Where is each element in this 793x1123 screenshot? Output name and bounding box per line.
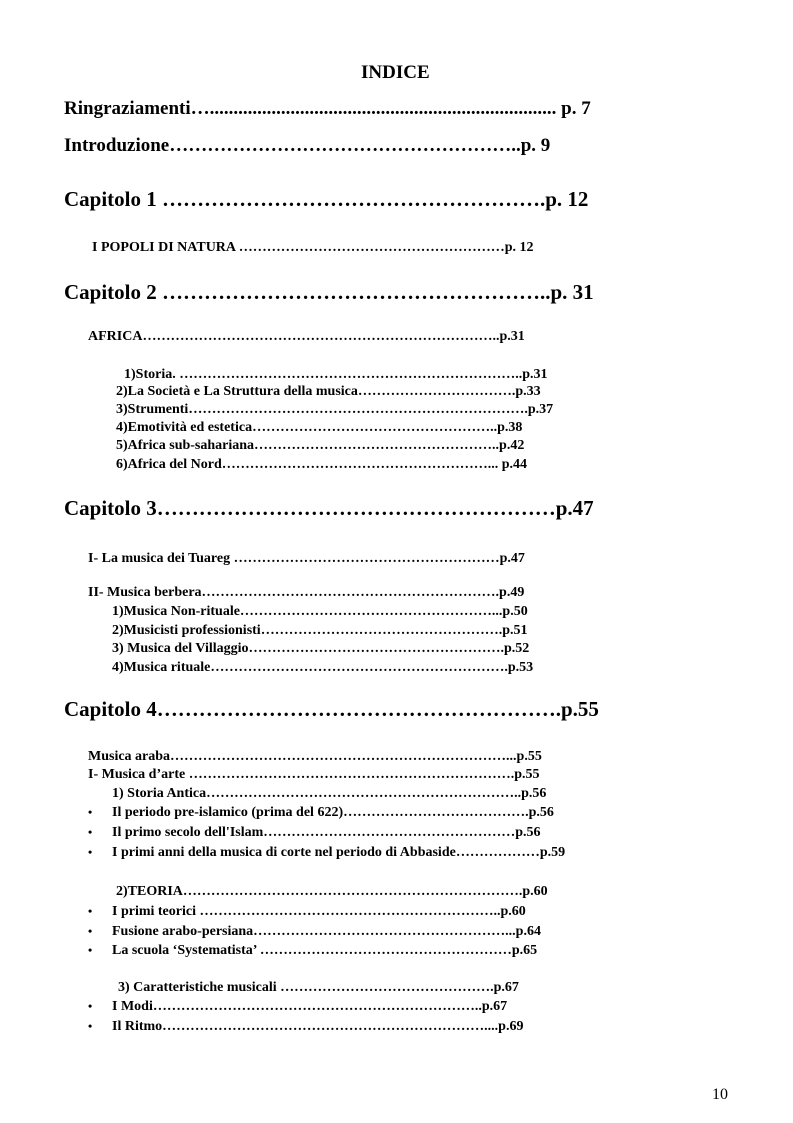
toc-entry: Musica araba………………………………………………………………...p.55	[88, 749, 542, 764]
toc-entry-text: Fusione arabo-persiana………………………………………………...p.64	[112, 924, 541, 939]
toc-entry: 3) Caratteristiche musicali ……………………………………….p.67	[118, 980, 519, 995]
toc-entry-text: I primi anni della musica di corte nel periodo di Abbaside………………p.59	[112, 845, 566, 860]
toc-entry: I- Musica d’arte …………………………………………………………….p.55	[88, 767, 540, 782]
toc-entry: I- La musica dei Tuareg …………………………………………………p.47	[88, 551, 525, 566]
bullet-icon: •	[88, 1019, 93, 1033]
toc-chapter: Capitolo 2 ………………………………………………..p. 31	[64, 280, 594, 304]
toc-entry-text: I Modi……………………………………………………………..p.67	[112, 999, 508, 1014]
bullet-icon: •	[88, 924, 93, 938]
toc-bullet-entry	[88, 943, 537, 959]
toc-entry-text: Il Ritmo……………………………………………………………....p.69	[112, 1019, 524, 1034]
toc-entry: 1)Storia. ………………………………………………………………..p.31	[124, 367, 548, 382]
toc-entry: 3) Musica del Villaggio……………………………………………….p.52	[112, 641, 530, 656]
toc-bullet-entry	[88, 805, 554, 821]
toc-entry: Introduzione………………………………………………..p. 9	[64, 135, 551, 156]
toc-entry-text: Il primo secolo dell'Islam………………………………………………p.56	[112, 825, 541, 840]
toc-entry-text: I primi teorici ………………………………………………………..p.60	[112, 904, 526, 919]
toc-bullet-entry	[88, 1019, 523, 1035]
toc-bullet-entry	[88, 845, 565, 861]
toc-entry: 1)Musica Non-rituale………………………………………………...p.50	[112, 604, 528, 619]
toc-entry: 2)Musicisti professionisti…………………………………………….p.51	[112, 623, 528, 638]
toc-entry: 4)Emotività ed estetica……………………………………………..p.38	[116, 420, 523, 435]
bullet-icon: •	[88, 845, 93, 859]
bullet-icon: •	[88, 999, 93, 1013]
toc-entry: 5)Africa sub-sahariana……………………………………………..p.42	[116, 438, 525, 453]
page-title: INDICE	[361, 62, 430, 83]
toc-entry-text: Il periodo pre-islamico (prima del 622)………………………………….p.56	[112, 805, 554, 820]
toc-bullet-entry	[88, 924, 541, 940]
toc-entry: 6)Africa del Nord…………………………………………………... p.44	[116, 457, 528, 472]
bullet-icon: •	[88, 805, 93, 819]
toc-chapter: Capitolo 1 ……………………………………………….p. 12	[64, 187, 589, 211]
toc-bullet-entry	[88, 999, 507, 1015]
page-number: 10	[712, 1086, 728, 1103]
toc-entry: II- Musica berbera……………………………………………………….p.49	[88, 585, 525, 600]
toc-entry: 3)Strumenti……………………………………………………………….p.37	[116, 402, 554, 417]
bullet-icon: •	[88, 943, 93, 957]
toc-entry: 4)Musica rituale……………………………………………………….p.53	[112, 660, 534, 675]
bullet-icon: •	[88, 825, 93, 839]
toc-entry: Ringraziamenti…......................................................................... p. 7	[64, 98, 591, 119]
toc-bullet-entry	[88, 904, 526, 920]
toc-entry-text: La scuola ‘Systematista’ ………………………………………………p.65	[112, 943, 538, 958]
bullet-icon: •	[88, 904, 93, 918]
toc-bullet-entry	[88, 825, 541, 841]
toc-entry: 2)TEORIA……………………………………………………………….p.60	[116, 884, 548, 899]
toc-chapter: Capitolo 4………………………………………………….p.55	[64, 697, 599, 721]
toc-entry: 1) Storia Antica…………………………………………………………..p.56	[112, 786, 547, 801]
toc-chapter: Capitolo 3…………………………………………………p.47	[64, 496, 594, 520]
toc-entry: I POPOLI DI NATURA …………………………………………………p. 12	[92, 240, 534, 255]
toc-entry: AFRICA…………………………………………………………………..p.31	[88, 329, 525, 344]
toc-entry: 2)La Società e La Struttura della musica…………………………….p.33	[116, 384, 541, 399]
